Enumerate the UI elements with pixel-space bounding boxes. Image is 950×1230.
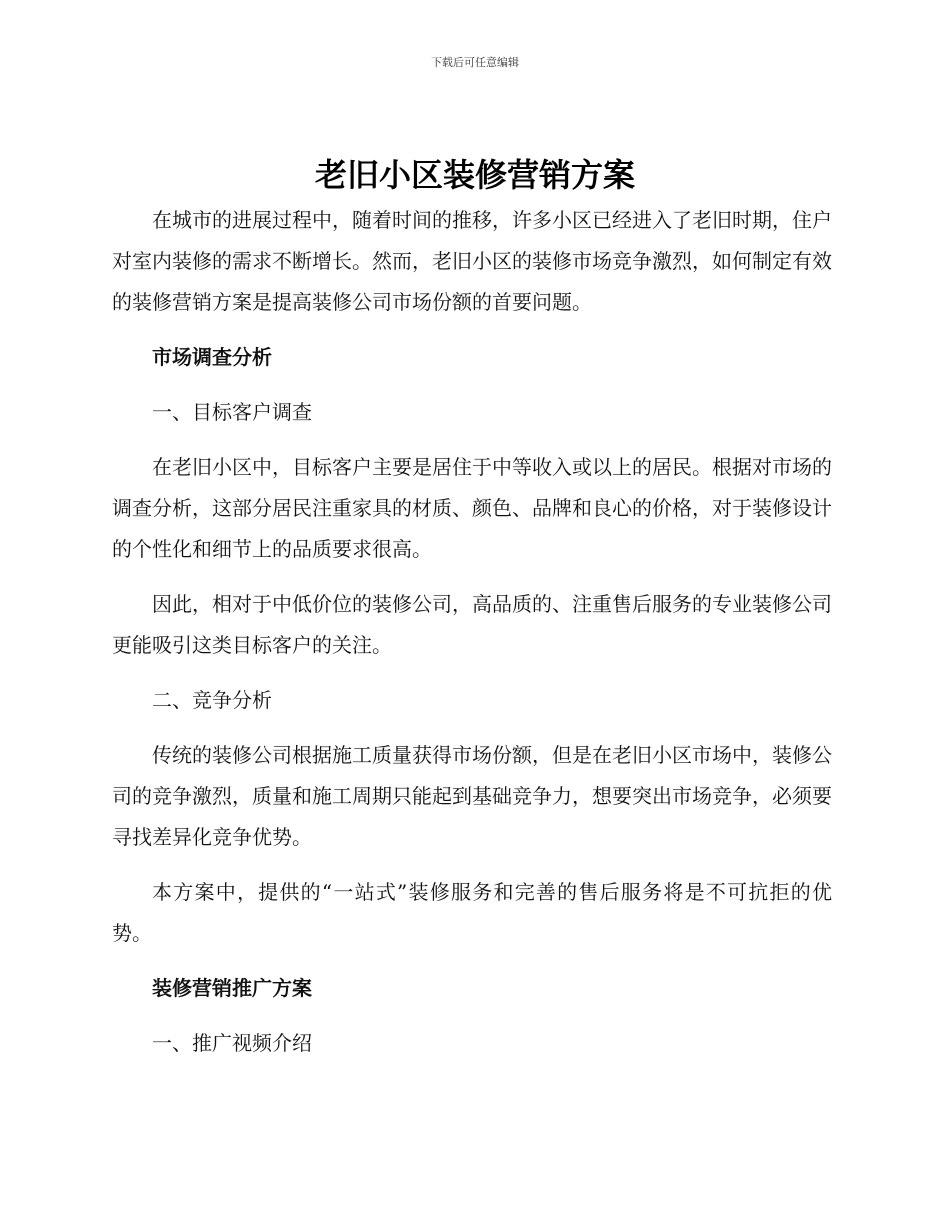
paragraph-target-customers-2: 因此，相对于中低价位的装修公司，高品质的、注重售后服务的专业装修公司更能吸引这类目标客户的关注。 [112, 592, 832, 657]
document-title: 老旧小区装修营销方案 [314, 156, 635, 194]
header-note: 下载后可任意编辑 [431, 56, 519, 69]
paragraph-target-customers-1: 在老旧小区中，目标客户主要是居住于中等收入或以上的居民。根据对市场的调查分析，这部分居民注重家具的材质、颜色、品牌和良心的价格，对于装修设计的个性化和细节上的品质要求很高。 [112, 455, 832, 561]
document-body [112, 200, 832, 1078]
subheading-target-customers: 一、目标客户调查 [152, 400, 312, 424]
paragraph-competition-2: 本方案中，提供的“一站式”装修服务和完善的售后服务将是不可抗拒的优势。 [112, 880, 832, 945]
subheading-competition: 二、竞争分析 [152, 688, 272, 712]
section-heading-marketing-plan: 装修营销推广方案 [152, 976, 312, 1000]
intro-paragraph: 在城市的进展过程中，随着时间的推移，许多小区已经进入了老旧时期，住户对室内装修的需求不断增长。然而，老旧小区的装修市场竞争激烈，如何制定有效的装修营销方案是提高装修公司市场份额的首要问题。 [112, 208, 832, 314]
section-heading-market-analysis: 市场调查分析 [152, 345, 272, 369]
paragraph-competition-1: 传统的装修公司根据施工质量获得市场份额，但是在老旧小区市场中，装修公司的竞争激烈，质量和施工周期只能起到基础竞争力，想要突出市场竞争，必须要寻找差异化竞争优势。 [112, 743, 832, 849]
subheading-promo-video: 一、推广视频介绍 [152, 1031, 312, 1055]
